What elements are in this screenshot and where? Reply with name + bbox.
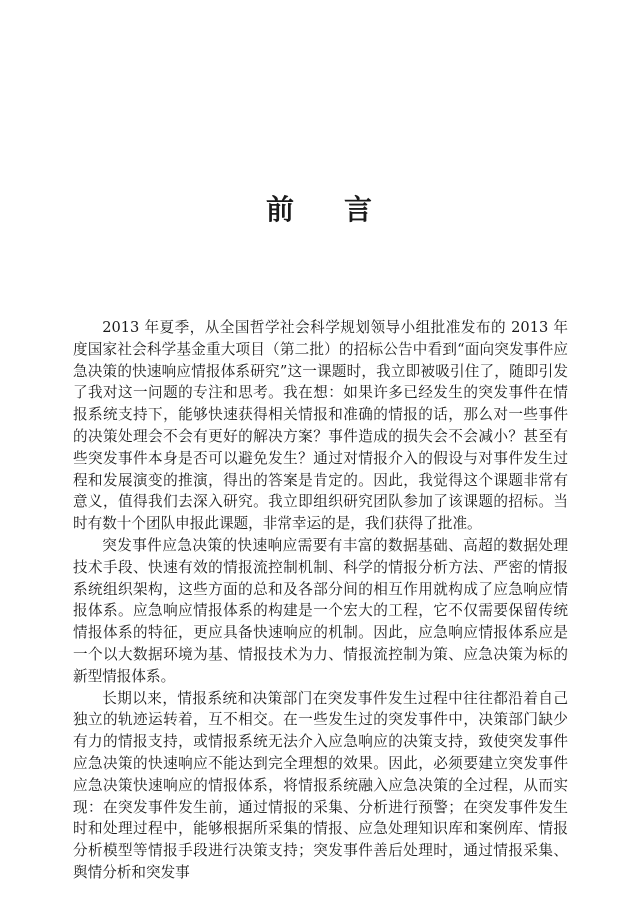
paragraph-3: 长期以来，情报系统和决策部门在突发事件发生过程中往往都沿着自己独立的轨迹运转着，互不相交。在一些发生过的突发事件中，决策部门缺少有力的情报支持，或情报系统无法介入应急响应的决策支持，致使突发事件应急决策的快速响应不能达到完全理想的效果。因此，必须要建立突发事件应急决策快速响应的情报体系，将情报系统融入应急决策的全过程，从而实现：在突发事件发生前，通过情报的采集、分析进行预警；在突发事件发生时和处理过程中，能够根据所采集的情报、应急处理知识库和案例库、情报分析模型等情报手段进行决策支持；突发事件善后处理时，通过情报采集、舆情分析和突发事: [73, 689, 568, 881]
body-text: [73, 317, 568, 884]
paragraph-2: 突发事件应急决策的快速响应需要有丰富的数据基础、高超的数据处理技术手段、快速有效的情报流控制机制、科学的情报分析方法、严密的情报系统组织架构，这些方面的总和及各部分间的相互作用就构成了应急响应情报体系。应急响应情报体系的构建是一个宏大的工程，它不仅需要保留传统情报体系的特征，更应具备快速响应的机制。因此，应急响应情报体系应是一个以大数据环境为基、情报技术为力、情报流控制为策、应急决策为标的新型情报体系。: [73, 536, 568, 685]
page-title: 前言: [265, 193, 422, 226]
paragraph-1: 2013 年夏季，从全国哲学社会科学规划领导小组批准发布的 2013 年度国家社会科学基金重大项目（第二批）的招标公告中看到“面向突发事件应急决策的快速响应情报体系研究”这一课题时，我立即被吸引住了，随即引发了我对这一问题的专注和思考。我在想：如果许多已经发生的突发事件在情报系统支持下，能够快速获得相关情报和准确的情报的话，那么对一些事件的决策处理会不会有更好的解决方案？事件造成的损失会不会减小？甚至有些突发事件本身是否可以避免发生？通过对情报介入的假设与对事件发生过程和发展演变的推演，得出的答案是肯定的。因此，我觉得这个课题非常有意义，值得我们去深入研究。我立即组织研究团队参加了该课题的招标。当时有数十个团队申报此课题，非常幸运的是，我们获得了批准。: [73, 319, 568, 533]
